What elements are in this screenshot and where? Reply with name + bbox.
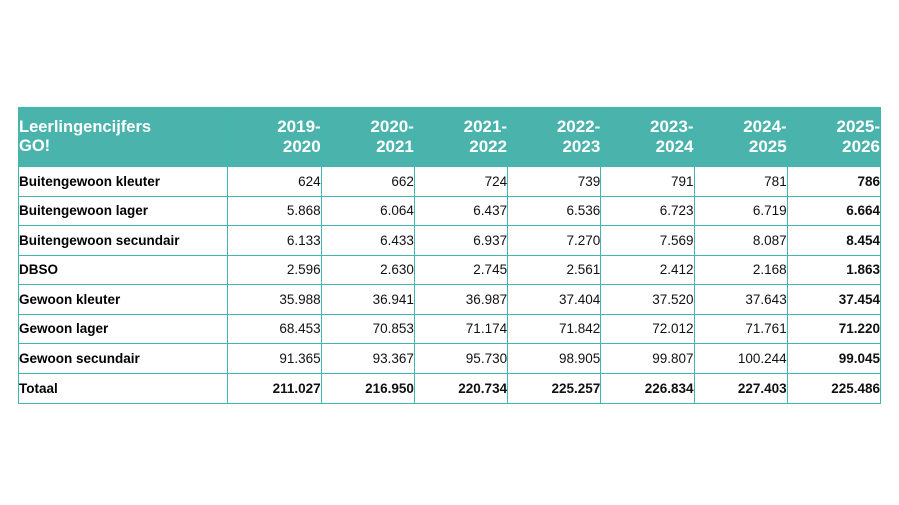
- cell-value: 93.367: [321, 344, 414, 374]
- row-label: Gewoon secundair: [19, 344, 228, 374]
- col-year-line2: 2023: [562, 137, 601, 156]
- row-label: DBSO: [19, 255, 228, 285]
- cell-value: 36.941: [321, 285, 414, 315]
- table-row: [19, 196, 881, 226]
- cell-value: 791: [601, 167, 694, 197]
- table-row: [19, 285, 881, 315]
- total-value: 227.403: [694, 373, 787, 403]
- col-year-line1: 2025-: [836, 116, 880, 136]
- row-label: Buitengewoon kleuter: [19, 167, 228, 197]
- column-header-2025-2026: [787, 108, 880, 167]
- cell-value: 2.596: [228, 255, 321, 285]
- cell-value: 72.012: [601, 314, 694, 344]
- cell-value: 35.988: [228, 285, 321, 315]
- student-numbers-table: [18, 107, 881, 404]
- total-value: 226.834: [601, 373, 694, 403]
- column-header-2024-2025: [694, 108, 787, 167]
- cell-value: 37.520: [601, 285, 694, 315]
- cell-value: 98.905: [508, 344, 601, 374]
- cell-value: 99.045: [787, 344, 880, 374]
- col-year-line2: 2021: [376, 137, 414, 156]
- col-year-line2: 2025: [748, 137, 787, 156]
- col-year-line1: 2019-: [277, 116, 321, 136]
- cell-value: 7.569: [601, 226, 694, 256]
- cell-value: 6.719: [694, 196, 787, 226]
- cell-value: 71.174: [414, 314, 507, 344]
- cell-value: 6.723: [601, 196, 694, 226]
- cell-value: 781: [694, 167, 787, 197]
- table-corner-header: [19, 108, 228, 167]
- total-value: 225.257: [508, 373, 601, 403]
- cell-value: 6.133: [228, 226, 321, 256]
- col-year-line1: 2023-: [650, 116, 694, 136]
- total-value: 216.950: [321, 373, 414, 403]
- col-year-line2: 2022: [469, 137, 508, 156]
- cell-value: 8.454: [787, 226, 880, 256]
- col-year-line1: 2024-: [743, 116, 787, 136]
- cell-value: 6.536: [508, 196, 601, 226]
- cell-value: 624: [228, 167, 321, 197]
- column-header-2023-2024: [601, 108, 694, 167]
- cell-value: 68.453: [228, 314, 321, 344]
- cell-value: 70.853: [321, 314, 414, 344]
- cell-value: 6.437: [414, 196, 507, 226]
- total-value: 220.734: [414, 373, 507, 403]
- corner-label-line1: Leerlingencijfers: [19, 117, 152, 136]
- cell-value: 6.937: [414, 226, 507, 256]
- cell-value: 2.412: [601, 255, 694, 285]
- col-year-line2: 2020: [282, 137, 321, 156]
- cell-value: 2.561: [508, 255, 601, 285]
- table-header: [19, 108, 881, 167]
- col-year-line1: 2020-: [370, 116, 414, 136]
- cell-value: 2.168: [694, 255, 787, 285]
- cell-value: 2.745: [414, 255, 507, 285]
- cell-value: 1.863: [787, 255, 880, 285]
- cell-value: 37.404: [508, 285, 601, 315]
- table-body: [19, 167, 881, 404]
- row-label: Buitengewoon secundair: [19, 226, 228, 256]
- cell-value: 37.643: [694, 285, 787, 315]
- cell-value: 724: [414, 167, 507, 197]
- row-label: Buitengewoon lager: [19, 196, 228, 226]
- table-row: [19, 344, 881, 374]
- column-header-2021-2022: [414, 108, 507, 167]
- col-year-line2: 2024: [655, 137, 694, 156]
- cell-value: 6.433: [321, 226, 414, 256]
- cell-value: 739: [508, 167, 601, 197]
- cell-value: 8.087: [694, 226, 787, 256]
- table-row: [19, 255, 881, 285]
- col-year-line1: 2021-: [463, 116, 508, 136]
- column-header-2022-2023: [508, 108, 601, 167]
- column-header-2019-2020: [228, 108, 321, 167]
- cell-value: 6.064: [321, 196, 414, 226]
- cell-value: 71.761: [694, 314, 787, 344]
- cell-value: 100.244: [694, 344, 787, 374]
- row-label: Gewoon kleuter: [19, 285, 228, 315]
- col-year-line1: 2022-: [556, 116, 601, 136]
- cell-value: 99.807: [601, 344, 694, 374]
- col-year-line2: 2026: [842, 137, 880, 156]
- total-value: 225.486: [787, 373, 880, 403]
- cell-value: 91.365: [228, 344, 321, 374]
- cell-value: 37.454: [787, 285, 880, 315]
- student-numbers-table-container: [18, 107, 881, 404]
- cell-value: 95.730: [414, 344, 507, 374]
- cell-value: 662: [321, 167, 414, 197]
- corner-label-line2: GO!: [19, 137, 51, 155]
- header-row: [19, 108, 881, 167]
- total-value: 211.027: [228, 373, 321, 403]
- row-label: Gewoon lager: [19, 314, 228, 344]
- table-total-row: [19, 373, 881, 403]
- cell-value: 7.270: [508, 226, 601, 256]
- cell-value: 6.664: [787, 196, 880, 226]
- cell-value: 2.630: [321, 255, 414, 285]
- total-row-label: Totaal: [19, 373, 228, 403]
- table-row: [19, 314, 881, 344]
- cell-value: 786: [787, 167, 880, 197]
- cell-value: 71.220: [787, 314, 880, 344]
- column-header-2020-2021: [321, 108, 414, 167]
- table-row: [19, 167, 881, 197]
- table-row: [19, 226, 881, 256]
- cell-value: 36.987: [414, 285, 507, 315]
- cell-value: 5.868: [228, 196, 321, 226]
- cell-value: 71.842: [508, 314, 601, 344]
